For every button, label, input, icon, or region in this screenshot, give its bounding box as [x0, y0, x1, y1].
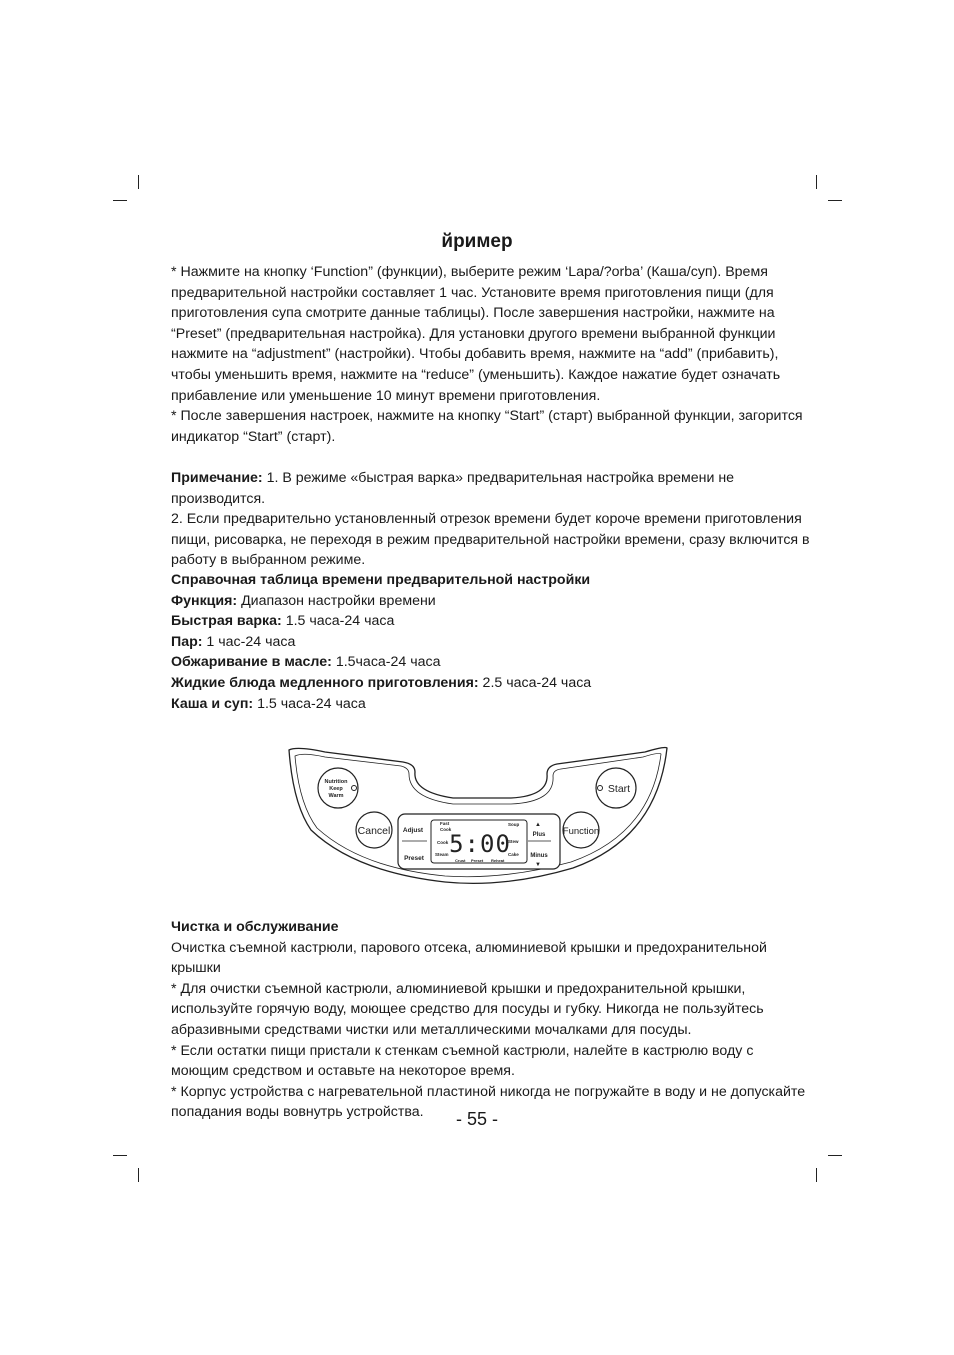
mode-cake: Cake [508, 852, 519, 857]
mode-steam: Steam [435, 852, 449, 857]
mode-soup: Soup [508, 822, 520, 827]
mode-reheat: Reheat [491, 858, 505, 863]
plus-arrow-icon: ▲ [535, 822, 541, 828]
note-text-1: 1. В режиме «быстрая варка» предварительная настройка времени не производится. [171, 470, 735, 507]
reference-row-value: 2.5 часа-24 часа [478, 674, 592, 691]
reference-row-label: Функция: [171, 592, 238, 609]
mode-cook: Cook [440, 827, 452, 832]
lcd-time: 5:00 [449, 830, 511, 858]
reference-row [171, 694, 811, 715]
crop-mark [138, 1168, 139, 1182]
crop-mark [138, 175, 139, 189]
reference-row-label: Жидкие блюда медленного приготовления: [171, 674, 479, 691]
reference-row-value: Диапазон настройки времени [237, 592, 436, 609]
reference-row-value: 1 час-24 часа [202, 633, 296, 650]
preset-button[interactable]: Preset [404, 855, 424, 862]
crop-mark [113, 200, 127, 201]
reference-row-value: 1.5 часа-24 часа [281, 613, 395, 630]
reference-row [171, 632, 811, 653]
start-label: Start [607, 783, 631, 795]
crop-mark [113, 1155, 127, 1156]
cleaning-paragraph-1: Очистка съемной кастрюли, парового отсека, алюминиевой крышки и предохранительной крышки [171, 939, 767, 977]
mode-crust: Crust [455, 858, 466, 863]
mode-cook-2: Cook [437, 840, 449, 845]
reference-row-value: 1.5часа-24 часа [331, 654, 441, 671]
cleaning-section [171, 917, 811, 1123]
cancel-button[interactable] [356, 812, 392, 848]
crop-mark [816, 1168, 817, 1182]
control-panel-diagram [285, 742, 671, 888]
cancel-label: Cancel [357, 825, 391, 837]
reference-row-value: 1.5 часа-24 часа [253, 695, 366, 712]
function-label: Function [562, 826, 600, 837]
minus-button[interactable]: Minus [530, 853, 548, 859]
reference-row [171, 673, 811, 694]
note-section [171, 468, 811, 571]
keep-warm-label-keep: Keep [329, 786, 343, 792]
section-title: йример [441, 231, 513, 252]
crop-mark [828, 1155, 842, 1156]
mode-stew: Stew [508, 839, 519, 844]
crop-mark [828, 200, 842, 201]
reference-row-label: Быстрая варка: [171, 613, 282, 630]
cleaning-heading: Чистка и обслуживание [171, 919, 339, 935]
function-button[interactable] [563, 812, 599, 848]
adjust-button[interactable]: Adjust [402, 827, 424, 834]
example-paragraph-2: * После завершения настроек, нажмите на кнопку “Start” (старт) выбранной функции, загорится индикатор “Start” (старт). [171, 408, 803, 445]
note-paragraph [171, 468, 811, 509]
example-paragraph-1: * Нажмите на кнопку ‘Function” (функции), выберите режим ‘Lapa/?orba’ (Каша/суп). Время предварительной настройки составляет 1 час. Установите время приготовления пищи (для приготовления супа смотрите данные таблицы). После завершения настройки, нажмите на “Preset” (предварительная настройка). Для установки другого времени выбранной функции нажмите на “adjustment” (настройки). Чтобы добавить время, нажмите на “add” (прибавить), чтобы уменьшить время, нажмите на “reduce” (уменьшить). Каждое нажатие будет означать прибавление или уменьшение 10 минут времени приготовления. [171, 264, 781, 404]
cleaning-paragraph-3: * Если остатки пищи пристали к стенкам съемной кастрюли, налейте в кастрюлю воду с моющим средством и оставьте на некоторое время. [171, 1042, 754, 1080]
cleaning-paragraph-4: * Корпус устройства с нагревательной пластиной никогда не погружайте в воду и не допускайте попадания воды вовнутрь устройства. [171, 1083, 806, 1121]
note-paragraph-2: 2. Если предварительно установленный отрезок времени будет короче времени приготовления пищи, рисоварка, не переходя в режим предварительной настройки времени, сразу включится в работу в выбранном режиме. [171, 511, 810, 569]
mode-fast: Fast [440, 821, 450, 826]
mode-preset: Preset [471, 858, 484, 863]
page-number: - 55 - [455, 1109, 498, 1129]
reference-row-label: Обжаривание в масле: [171, 654, 332, 671]
reference-row [171, 652, 811, 673]
keep-warm-label-nutrition: Nutrition [324, 779, 348, 785]
example-section [171, 262, 811, 447]
keep-warm-label-warm: Warm [328, 793, 344, 799]
start-button[interactable] [596, 768, 636, 808]
minus-arrow-icon: ▼ [535, 862, 541, 868]
reference-row-label: Пар: [171, 633, 203, 650]
note-label: Примечание: [171, 470, 263, 486]
keep-warm-button[interactable] [318, 768, 358, 808]
reference-row [171, 611, 811, 632]
reference-table [171, 570, 811, 714]
reference-table-heading: Справочная таблица времени предварительной настройки [171, 572, 591, 588]
plus-button[interactable]: Plus [532, 832, 546, 838]
reference-row [171, 591, 811, 612]
cleaning-paragraph-2: * Для очистки съемной кастрюли, алюминиевой крышки и предохранительной крышки, используйте горячую воду, моющее средство для посуды и губку. Никогда не пользуйтесь абразивными средствами чистки или металлическими мочалками для посуды. [171, 980, 764, 1038]
reference-row-label: Каша и суп: [171, 695, 254, 712]
crop-mark [816, 175, 817, 189]
